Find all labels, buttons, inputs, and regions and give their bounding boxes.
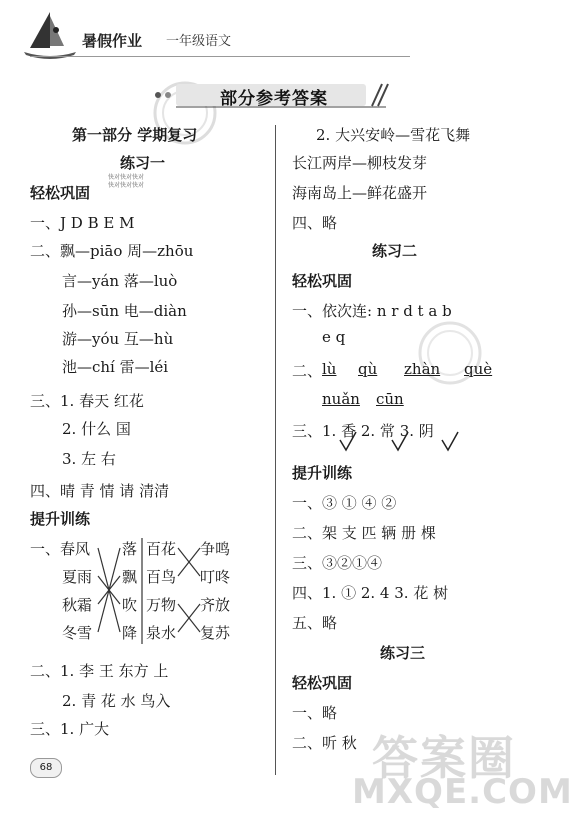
- match-noun: 百鸟: [146, 568, 177, 586]
- answer-line: e q: [322, 328, 346, 346]
- exercise-1-title: 练习一: [120, 154, 166, 172]
- matching-lines: [90, 536, 210, 646]
- answer-line: 一、依次连: n r d t a b: [292, 302, 452, 320]
- answer-line: 3. 左 右: [62, 450, 116, 468]
- answer-line: 游—yóu 互—hù: [62, 330, 174, 348]
- answer-line: 四、略: [292, 214, 338, 232]
- grade-subject: 一年级语文: [166, 34, 232, 49]
- answer-line: 池—chí 雷—léi: [62, 358, 169, 376]
- answer-line: 五、略: [292, 614, 338, 632]
- match-left-item: 秋霜: [62, 596, 93, 614]
- pinyin-word: zhàn: [404, 360, 441, 378]
- answer-line: 孙—sūn 电—diàn: [62, 302, 187, 320]
- answer-line: 三、③②①④: [292, 554, 383, 572]
- match-left-item: 夏雨: [62, 568, 93, 586]
- match-left-item: 一、春风: [30, 540, 91, 558]
- match-noun: 百花: [146, 540, 177, 558]
- match-verb: 吹: [122, 596, 138, 614]
- match-noun: 万物: [146, 596, 177, 614]
- pinyin-word: nuǎn: [322, 390, 360, 408]
- section-easy: 轻松巩固: [292, 272, 353, 290]
- pinyin-word: cūn: [376, 390, 404, 408]
- match-right-item: 争鸣: [200, 540, 231, 558]
- watermark-url: MXQE.COM: [352, 772, 573, 812]
- small-note-1: 快对快对快对: [108, 174, 145, 181]
- checkmark-icons: [336, 428, 466, 454]
- answer-line: 一、J D B E M: [30, 214, 135, 232]
- answer-line: 二、听 秋: [292, 734, 357, 752]
- small-note-2: 快对快对快对: [108, 182, 145, 189]
- answer-line: 三、1. 香 2. 常 3. 阴: [292, 422, 434, 440]
- answer-line: 二、1. 李 王 东方 上: [30, 662, 169, 680]
- pinyin-word: qù: [358, 360, 378, 378]
- section-easy: 轻松巩固: [30, 184, 91, 202]
- answer-line: 2. 青 花 水 鸟入: [62, 692, 171, 710]
- match-verb: 降: [122, 624, 138, 642]
- match-right-item: 叮咚: [200, 568, 231, 586]
- page-number: 68: [30, 758, 62, 778]
- answer-line: 海南岛上—鲜花盛开: [292, 184, 428, 202]
- match-noun: 泉水: [146, 624, 177, 642]
- answer-line: 一、③ ① ④ ②: [292, 494, 397, 512]
- answer-line: 二、架 支 匹 辆 册 棵: [292, 524, 436, 542]
- exercise-2-title: 练习二: [372, 242, 418, 260]
- watermark-text: 答案圈: [372, 731, 516, 785]
- match-left-item: 冬雪: [62, 624, 93, 642]
- section-easy: 轻松巩固: [292, 674, 353, 692]
- section-advanced: 提升训练: [292, 464, 353, 482]
- answer-line: 2. 什么 国: [62, 420, 131, 438]
- match-right-item: 齐放: [200, 596, 231, 614]
- header-rule: [30, 56, 410, 57]
- answer-line: 二、飘—piāo 周—zhōu: [30, 242, 194, 260]
- match-verb: 飘: [122, 568, 138, 586]
- answer-prefix: 二、: [292, 362, 323, 380]
- column-divider: [275, 125, 276, 775]
- answer-line: 三、1. 春天 红花: [30, 392, 144, 410]
- answer-line: 四、晴 青 情 请 清清: [30, 482, 170, 500]
- answer-line: 长江两岸—柳枝发芽: [292, 154, 428, 172]
- match-verb: 落: [122, 540, 138, 558]
- exercise-3-title: 练习三: [380, 644, 426, 662]
- answer-line: 2. 大兴安岭—雪花飞舞: [316, 126, 471, 144]
- part-title: 第一部分 学期复习: [72, 126, 198, 144]
- pinyin-word: què: [464, 360, 493, 378]
- answer-line: 言—yán 落—luò: [62, 272, 178, 290]
- answer-line: 三、1. 广大: [30, 720, 110, 738]
- match-right-item: 复苏: [200, 624, 231, 642]
- pinyin-word: lù: [322, 360, 337, 378]
- answer-line: 四、1. ① 2. 4 3. 花 树: [292, 584, 449, 602]
- answers-banner-title: 部分参考答案: [220, 89, 328, 109]
- section-advanced: 提升训练: [30, 510, 91, 528]
- answer-line: 一、略: [292, 704, 338, 722]
- windsurfer-logo-icon: [20, 8, 80, 60]
- series-title: 暑假作业: [82, 32, 143, 50]
